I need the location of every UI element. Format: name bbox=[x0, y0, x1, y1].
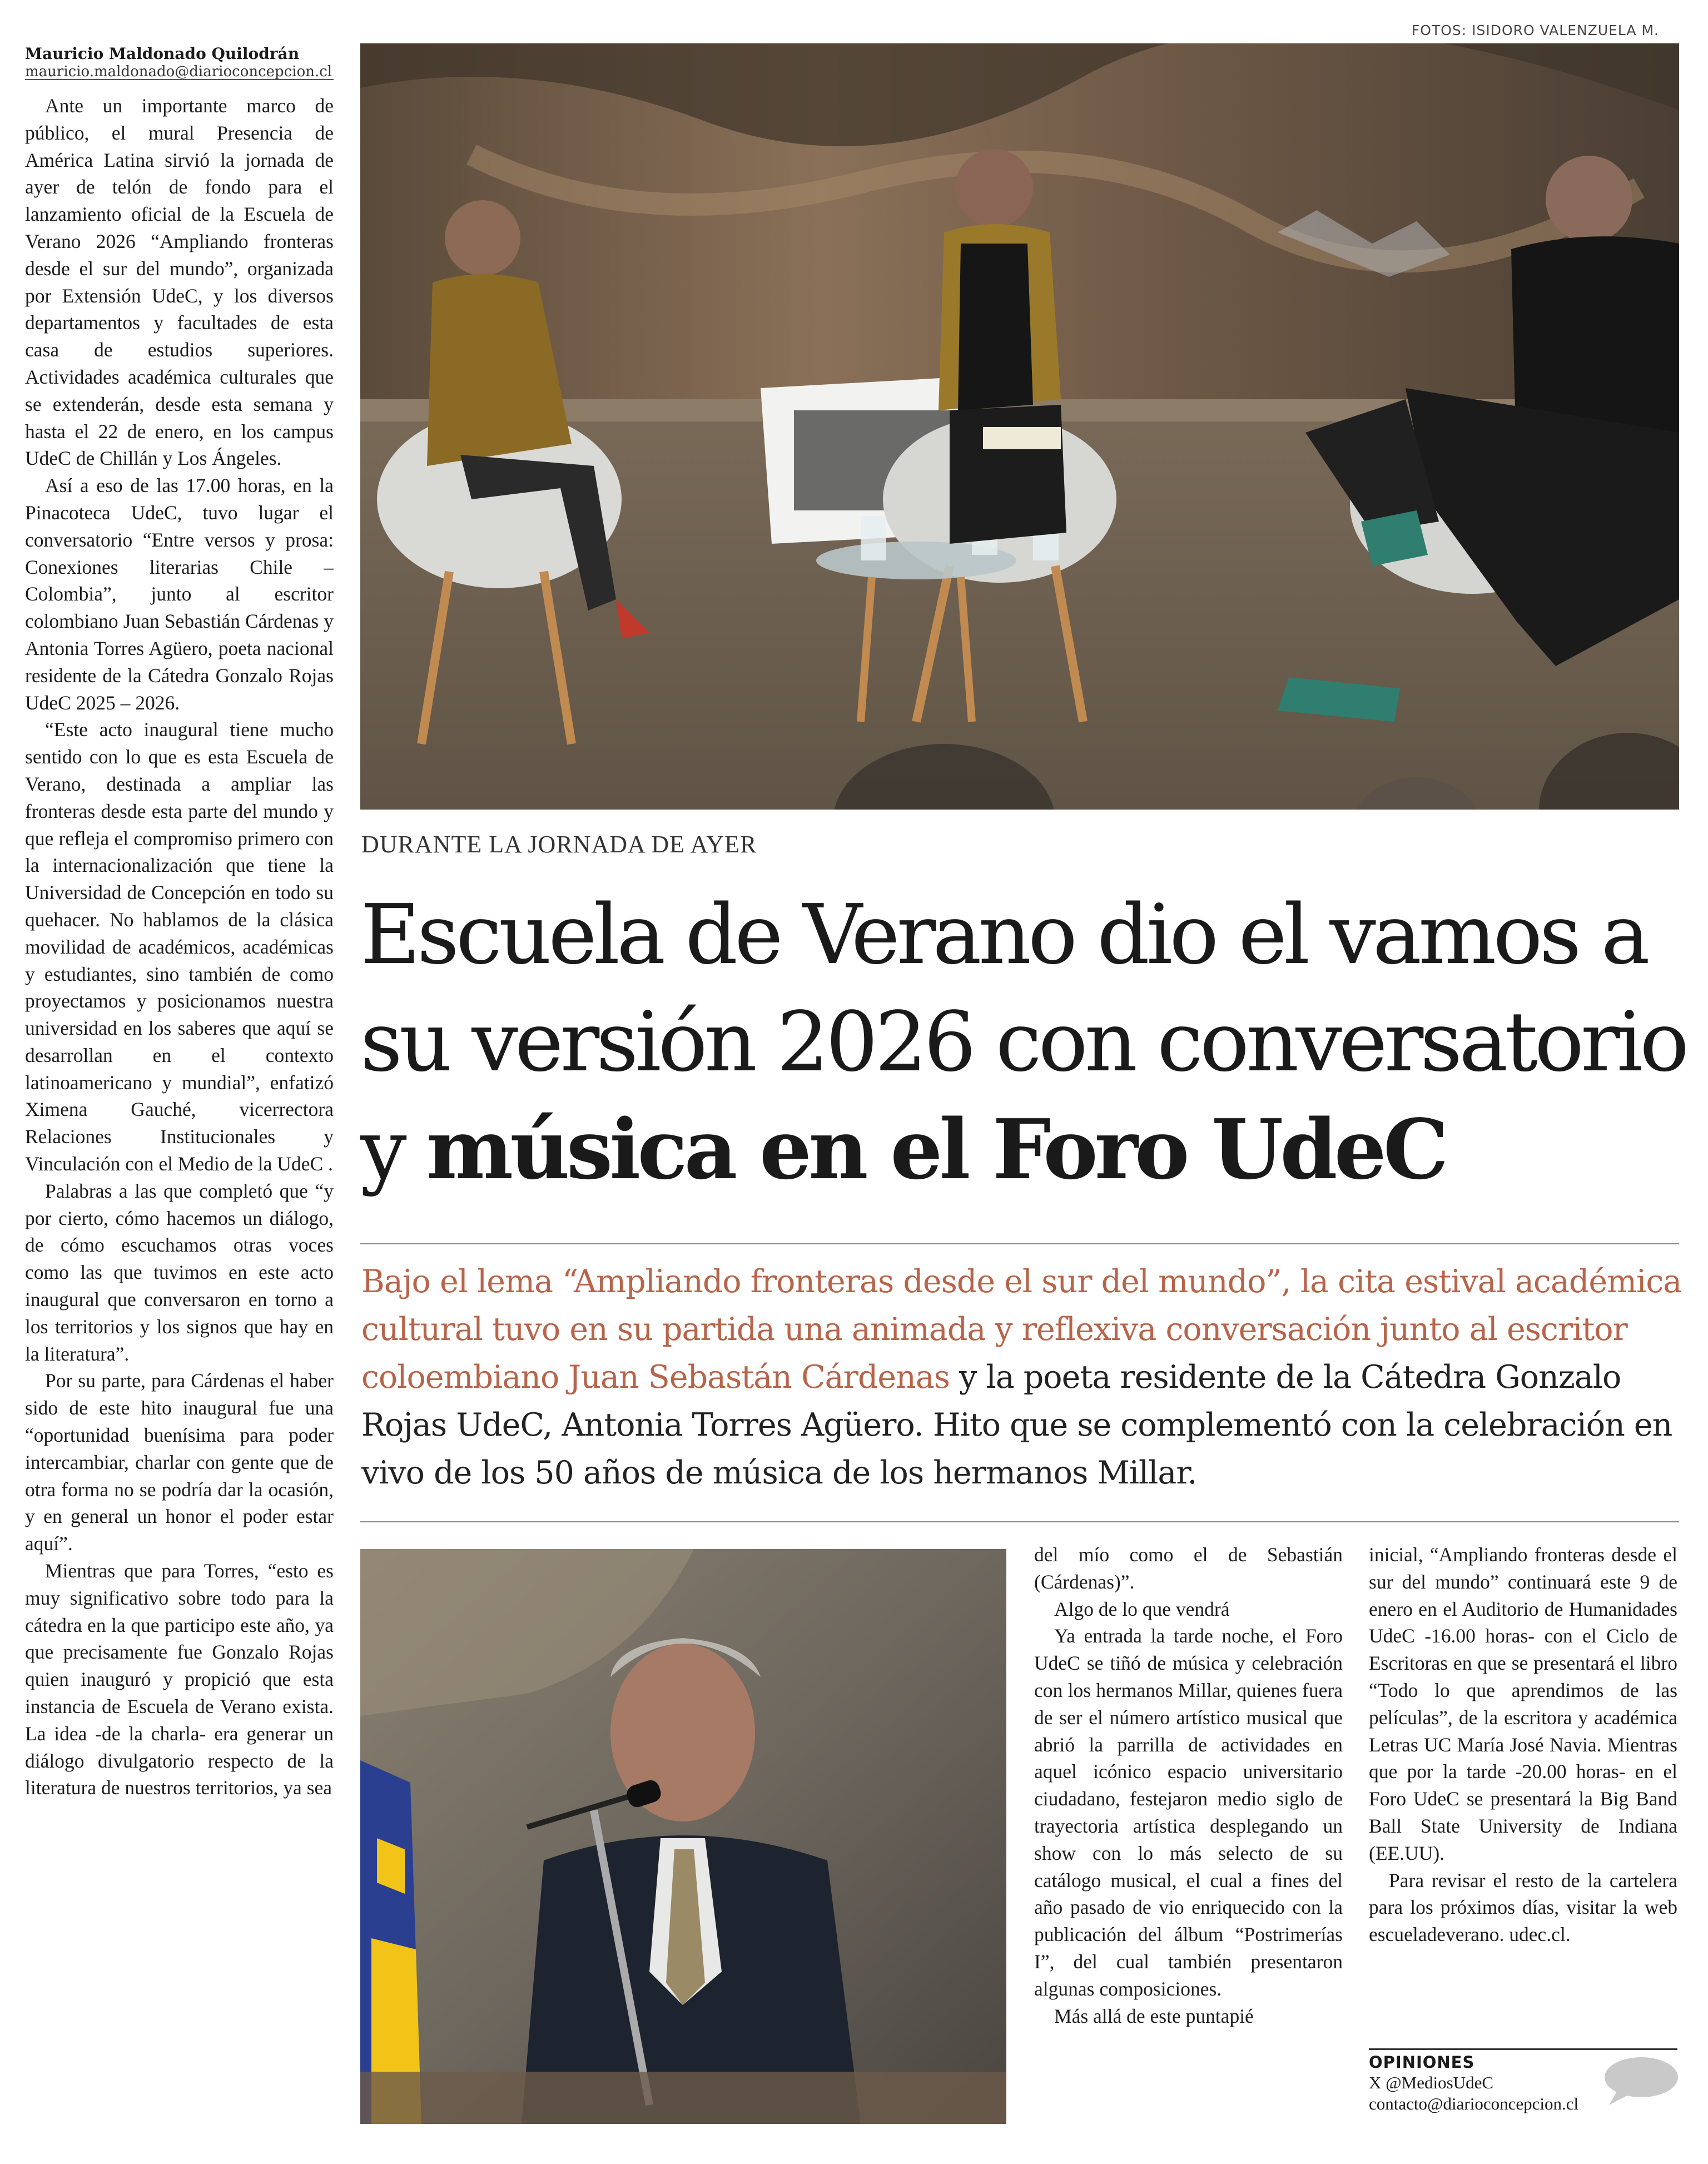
paragraph: Palabras a las que completó que “y por cierto, cómo hacemos un diálogo, de cómo escuchamos otras voces como las que tuvimos en este acto inaugural que conversaron en torno a los territorios y los signos que hay en la literatura”. bbox=[25, 1179, 334, 1365]
opiniones-label: OPINIONES bbox=[1369, 2053, 1475, 2072]
speaker-at-podium-illustration bbox=[360, 1549, 1006, 2124]
headline-line-1: Escuela de Verano dio el vamos a bbox=[360, 887, 1647, 982]
lead-divider bbox=[360, 1521, 1679, 1522]
byline-divider bbox=[25, 79, 334, 80]
paragraph: Por su parte, para Cárdenas el haber sido de este hito inaugural fue una “oportunidad buenísima para poder intercambiar, charlar con gente que de otra forma no se podría dar la ocasión, y en general un honor el poder estar aquí”. bbox=[25, 1369, 334, 1555]
headline bbox=[360, 881, 1689, 1204]
photo-credit: FOTOS: ISIDORO VALENZUELA M. bbox=[1411, 22, 1659, 38]
section-subhead: Algo de lo que vendrá bbox=[1054, 1597, 1230, 1620]
panel-discussion-illustration bbox=[360, 43, 1679, 810]
paragraph: “Este acto inaugural tiene mucho sentido con lo que es esta Escuela de Verano, destinada a ampliar las fronteras desde esta parte del mundo y que refleja el compromiso primero con la internacionalización que tiene la Universidad de Concepción en todo su quehacer. No hablamos de la clásica movilidad de académicos, académicas y estudiantes, sino también de como proyectamos y posicionamos nuestra universidad en los saberes que aquí se desarrollan en el contexto latinoamericano y mundial”, enfatizó Ximena Gauché, vicerrectora Relaciones Institucionales y Vinculación con el Medio de la UdeC . bbox=[25, 718, 334, 1175]
headline-bold: música en el Foro UdeC bbox=[426, 1101, 1446, 1198]
paragraph: Para revisar el resto de la cartelera para los próximos días, visitar la web escueladeverano. udec.cl. bbox=[1369, 1869, 1677, 1946]
body-column-right bbox=[1369, 1541, 1677, 1948]
opiniones-divider bbox=[1369, 2048, 1677, 2050]
paragraph: Ante un importante marco de público, el mural Presencia de América Latina sirvió la jornada de ayer de telón de fondo para el lanzamiento oficial de la Escuela de Verano 2026 “Ampliando fronteras desde el sur del mundo”, organizada por Extensión UdeC, y los diversos departamentos y facultades de esta casa de estudios superiores. Actividades académica culturales que se extenderán, desde esta semana y hasta el 22 de enero, en los campus UdeC de Chillán y Los Ángeles. bbox=[25, 95, 334, 470]
body-column-left bbox=[25, 92, 334, 1801]
paragraph: Mientras que para Torres, “esto es muy significativo sobre todo para la cátedra en la que participo este año, ya que precisamente fue Gonzalo Rojas quien inauguró y propició que esta instancia de Escuela de Verano exista. La idea -de la charla- era generar un diálogo divulgatorio respecto de la literatura de nuestros territorios, ya sea bbox=[25, 1560, 334, 1799]
headline-prefix: y bbox=[360, 1102, 426, 1198]
kicker: DURANTE LA JORNADA DE AYER bbox=[361, 831, 757, 858]
speech-bubble-icon bbox=[1601, 2055, 1679, 2106]
headline-line-3 bbox=[360, 1096, 1689, 1204]
lead-accent-text: Bajo el lema “Ampliando fronteras desde el sur del mundo”, la cita estival académica cultural tuvo en su partida una animada y reflexiva conversación junto al escritor coloembiano Juan Sebastán Cárdenas bbox=[361, 1263, 1682, 1396]
opiniones-twitter[interactable]: X @MediosUdeC bbox=[1369, 2073, 1494, 2092]
main-photo-conversatorio bbox=[360, 43, 1679, 810]
headline-divider bbox=[360, 1243, 1679, 1244]
paragraph-continuation: inicial, “Ampliando fronteras desde el sur del mundo” continuará este 9 de enero en el Auditorio de Humanidades UdeC -16.00 horas- con el Ciclo de Escritoras en que se presentará el libro “Todo lo que aprendimos de las películas”, de la escritora y académica Letras UC María José Navia. Mientras que por la tarde -20.00 horas- en el Foro UdeC se presentará la Big Band Ball State University de Indiana (EE.UU). bbox=[1369, 1543, 1677, 1864]
paragraph: Ya entrada la tarde noche, el Foro UdeC se tiñó de música y celebración con los hermanos Millar, quienes fuera de ser el número artístico musical que abrió la parrilla de actividades en aquel icónico espacio universitario ciudadano, festejaron medio siglo de trayectoria artística desplegando un show con lo más selecto de su catálogo musical, el cual a fines del año pasado de vio enriquecido con la publicación del álbum “Postrimerías I”, del cual también presentaron algunas composiciones. bbox=[1034, 1625, 1343, 2000]
lead-paragraph bbox=[361, 1258, 1685, 1497]
opiniones-email[interactable]: contacto@diarioconcepcion.cl bbox=[1369, 2094, 1579, 2113]
byline bbox=[25, 44, 334, 80]
paragraph: Más allá de este puntapié bbox=[1054, 2004, 1254, 2027]
body-column-middle bbox=[1034, 1541, 1343, 2029]
paragraph-continuation: del mío como el de Sebastián (Cárdenas)”. bbox=[1034, 1543, 1343, 1593]
paragraph: Así a eso de las 17.00 horas, en la Pinacoteca UdeC, tuvo lugar el conversatorio “Entre versos y prosa: Conexiones literarias Chile – Colombia”, junto al escritor colombiano Juan Sebastián Cárdenas y Antonia Torres Agüero, poeta nacional residente de la Cátedra Gonzalo Rojas UdeC 2025 – 2026. bbox=[25, 474, 334, 714]
author-name: Mauricio Maldonado Quilodrán bbox=[25, 44, 300, 63]
speaker-photo bbox=[360, 1549, 1006, 2124]
headline-line-2: su versión 2026 con conversatorio bbox=[360, 994, 1686, 1090]
lead-rest-text: y la poeta residente de la Cátedra Gonzalo Rojas UdeC, Antonia Torres Agüero. Hito que se complementó con la celebración en vivo de los 50 años de música de los hermanos Millar. bbox=[361, 1359, 1672, 1491]
author-email[interactable]: mauricio.maldonado@diarioconcepcion.cl bbox=[25, 63, 332, 80]
